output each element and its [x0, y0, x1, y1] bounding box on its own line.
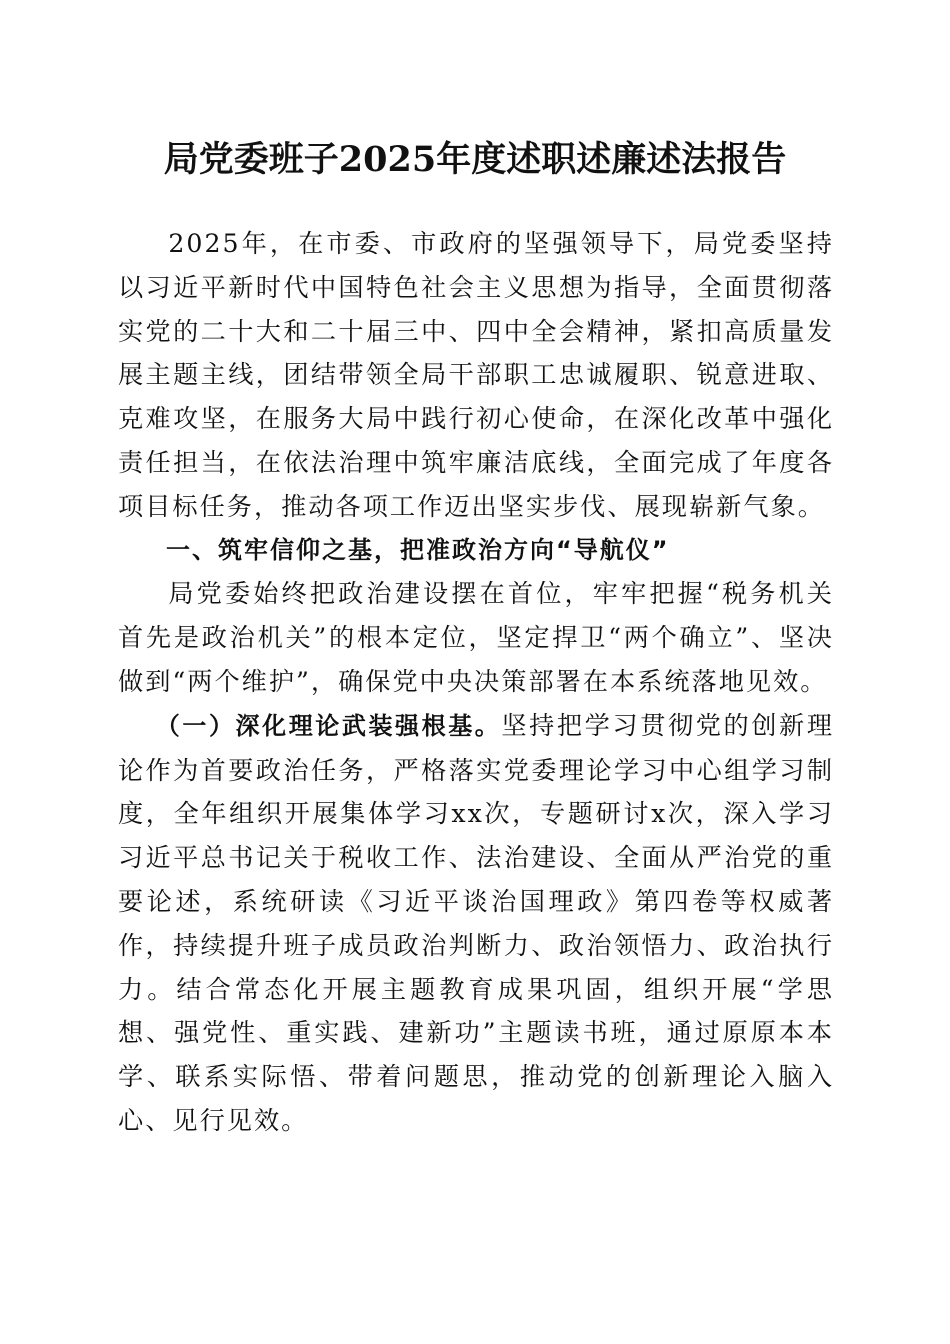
section-paragraph: 局党委始终把政治建设摆在首位，牢牢把握“税务机关首先是政治机关”的根本定位，坚定捍卫“两个确立”、坚决做到“两个维护”，确保党中央决策部署在本系统落地见效。: [118, 579, 834, 696]
subsection-heading: （一）深化理论武装强根基。: [155, 711, 502, 740]
intro-paragraph: 2025年，在市委、市政府的坚强领导下，局党委坚持以习近平新时代中国特色社会主义思想为指导，全面贯彻落实党的二十大和二十届三中、四中全会精神，紧扣高质量发展主题主线，团结带领全局干部职工忠诚履职、锐意进取、克难攻坚，在服务大局中践行初心使命，在深化改革中强化责任担当，在依法治理中筑牢廉洁底线，全面完成了年度各项目标任务，推动各项工作迈出坚实步伐、展现崭新气象。: [118, 229, 834, 521]
section-heading: 一、筑牢信仰之基，把准政治方向“导航仪”: [166, 535, 670, 564]
subsection-text: 坚持把学习贯彻党的创新理论作为首要政治任务，严格落实党委理论学习中心组学习制度，全年组织开展集体学习xx次，专题研讨x次，深入学习习近平总书记关于税收工作、法治建设、全面从严治党的重要论述，系统研读《习近平谈治国理政》第四卷等权威著作，持续提升班子成员政治判断力、政治领悟力、政治执行力。结合常态化开展主题教育成果巩固，组织开展“学思想、强党性、重实践、建新功”主题读书班，通过原原本本学、联系实际悟、带着问题思，推动党的创新理论入脑入心、见行见效。: [118, 710, 835, 1135]
document-body: [118, 222, 834, 1143]
subsection-paragraph: [118, 704, 834, 1143]
document-title: 局党委班子2025年度述职述廉述法报告: [163, 139, 787, 180]
